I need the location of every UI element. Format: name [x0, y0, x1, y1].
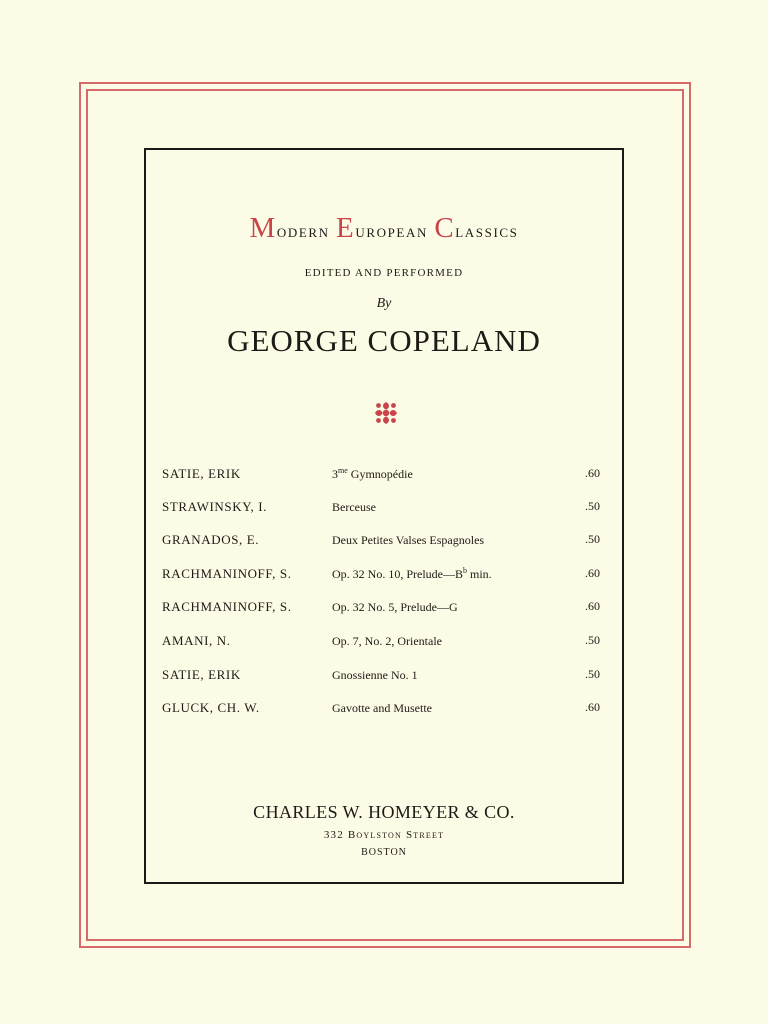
list-item — [146, 667, 622, 687]
publisher-city: BOSTON — [361, 847, 407, 858]
piece-composer: SATIE, ERIK — [162, 466, 241, 481]
by-line: By — [376, 296, 392, 311]
piece-title: Deux Petites Valses Espagnoles — [332, 533, 485, 547]
piece-title: Gnossienne No. 1 — [332, 668, 418, 682]
edited-line: EDITED AND PERFORMED — [304, 267, 464, 279]
title-word-1-rest: odern — [276, 221, 337, 242]
piece-price: .50 — [585, 633, 600, 647]
piece-price: .60 — [585, 599, 600, 613]
list-item — [146, 466, 622, 486]
title-page-panel — [144, 148, 624, 884]
piece-composer: RACHMANINOFF, S. — [162, 599, 292, 614]
publisher-name: CHARLES W. HOMEYER & CO. — [253, 802, 515, 822]
title-word-2-rest: uropean — [355, 221, 435, 242]
piece-price: .60 — [585, 466, 600, 480]
page-title — [146, 212, 622, 245]
list-item — [146, 499, 622, 519]
title-initial-3: C — [434, 212, 456, 244]
title-word-3-rest: lassics — [455, 221, 519, 242]
piece-title: Op. 32 No. 10, $Prelude—B^b$ min. — [332, 566, 492, 581]
piece-title: Op. 7, No. 2, Orientale — [332, 634, 442, 648]
title-initial-1: M — [249, 212, 277, 244]
list-item — [146, 532, 622, 552]
piece-composer: GRANADOS, E. — [162, 532, 260, 547]
piece-price: .60 — [585, 700, 600, 714]
performer-name: GEORGE COPELAND — [227, 323, 541, 358]
piece-title: Berceuse — [332, 500, 376, 514]
piece-price: .50 — [585, 532, 600, 546]
piece-composer: STRAWINSKY, I. — [162, 499, 267, 514]
floral-ornament-icon — [373, 400, 399, 426]
piece-composer: AMANI, N. — [162, 633, 231, 648]
piece-price: .50 — [585, 499, 600, 513]
title-initial-2: E — [336, 212, 356, 244]
piece-price: .50 — [585, 667, 600, 681]
list-item — [146, 566, 622, 586]
piece-title: Op. 32 No. 5, Prelude—G — [332, 600, 458, 614]
list-item — [146, 700, 622, 720]
list-item — [146, 599, 622, 619]
piece-title: $3^{me}$ Gymnopédie — [332, 466, 413, 481]
piece-composer: RACHMANINOFF, S. — [162, 566, 292, 581]
publisher-address: 332 Boylston Street — [323, 829, 445, 841]
piece-composer: GLUCK, CH. W. — [162, 700, 260, 715]
piece-price: .60 — [585, 566, 600, 580]
list-item — [146, 633, 622, 653]
piece-composer: SATIE, ERIK — [162, 667, 241, 682]
piece-title: Gavotte and Musette — [332, 701, 432, 715]
